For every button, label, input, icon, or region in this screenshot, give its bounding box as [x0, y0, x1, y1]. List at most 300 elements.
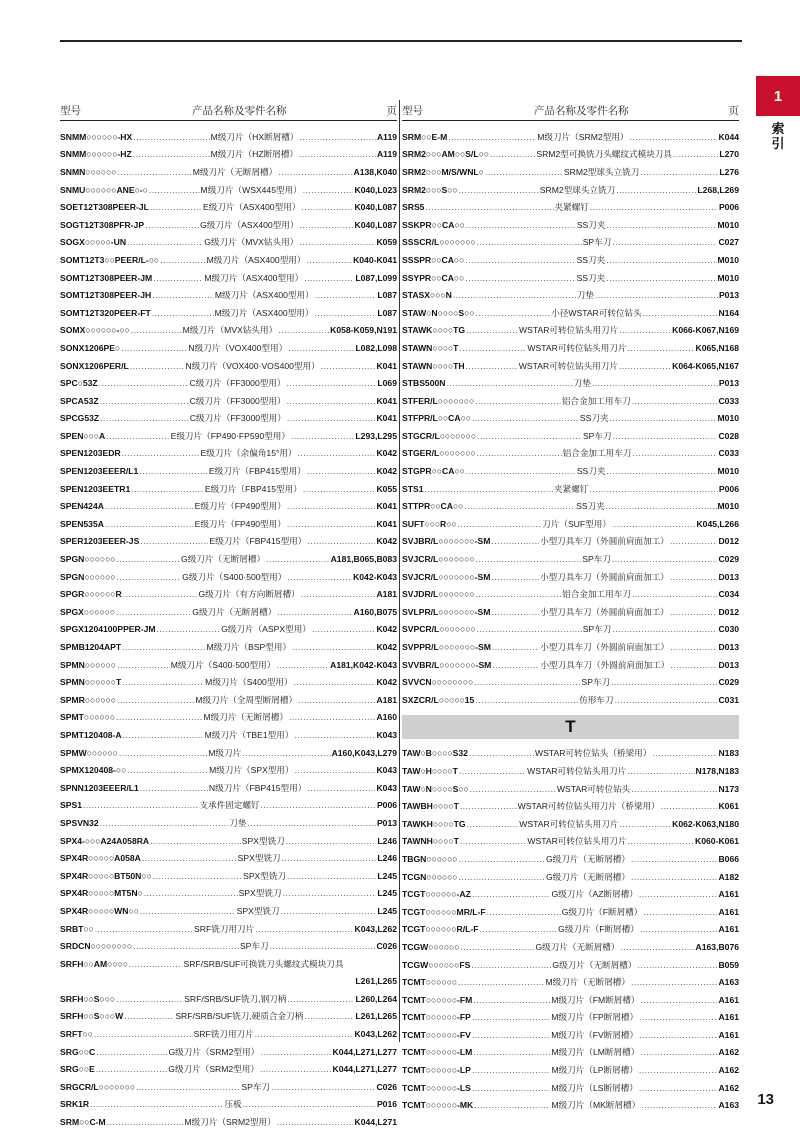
page-reference[interactable]: L276: [719, 166, 740, 177]
page-reference[interactable]: A163: [718, 977, 740, 988]
page-reference[interactable]: K060-K061: [695, 836, 739, 847]
index-row[interactable]: [60, 797, 397, 815]
index-row[interactable]: [60, 691, 397, 709]
index-row[interactable]: [60, 814, 397, 832]
page-reference[interactable]: C030: [718, 624, 740, 635]
index-row[interactable]: [402, 269, 739, 287]
page-reference[interactable]: A181: [376, 694, 398, 705]
index-row[interactable]: [402, 1026, 739, 1044]
dot-leader: [477, 431, 582, 441]
index-row[interactable]: [60, 1113, 397, 1131]
page-reference[interactable]: C029: [718, 554, 739, 565]
page-reference[interactable]: L246: [377, 835, 397, 846]
model-code: SOGX○○○○○-UN: [60, 237, 127, 248]
dot-leader: [670, 660, 717, 670]
product-name: 压板: [224, 1099, 242, 1110]
model-code: SOGT12T308PFR-JP: [60, 219, 145, 230]
index-row[interactable]: [402, 146, 739, 164]
index-row[interactable]: [60, 885, 397, 903]
index-row[interactable]: [60, 902, 397, 920]
page-reference[interactable]: L260,L264: [355, 993, 398, 1004]
page-reference[interactable]: K055: [376, 483, 397, 494]
page-reference[interactable]: K042: [376, 642, 398, 653]
page-reference[interactable]: A162: [718, 1047, 739, 1058]
index-row[interactable]: [402, 181, 739, 199]
page-reference[interactable]: K061: [718, 801, 739, 812]
index-row[interactable]: [402, 163, 739, 181]
index-row[interactable]: [402, 304, 739, 322]
index-row[interactable]: [402, 497, 739, 515]
model-code: SPGN○○○○○○: [60, 554, 116, 565]
index-row[interactable]: [402, 568, 739, 586]
index-row[interactable]: [60, 515, 397, 533]
product-name: C级刀片（FF3000型用）: [189, 395, 286, 406]
index-row[interactable]: [60, 181, 397, 199]
dot-leader: [641, 995, 718, 1005]
page-reference[interactable]: D012: [718, 536, 740, 547]
index-row[interactable]: [60, 990, 397, 1008]
index-row[interactable]: [402, 780, 739, 798]
index-row[interactable]: [402, 833, 739, 851]
page-reference[interactable]: L245: [377, 905, 398, 916]
page-reference[interactable]: N178,N183: [695, 765, 740, 776]
dot-leader: [476, 554, 582, 564]
model-code: TCMT○○○○○○-LS: [402, 1082, 471, 1093]
page-reference[interactable]: D012: [718, 606, 740, 617]
dot-leader: [616, 185, 696, 195]
page-reference[interactable]: P016: [376, 1099, 398, 1110]
page-reference[interactable]: L293,L295: [355, 430, 397, 441]
page-reference[interactable]: K066-K067,N169: [672, 325, 740, 336]
product-name: SPX型铣刀: [243, 870, 287, 881]
dot-leader: [287, 396, 376, 406]
index-row[interactable]: [60, 673, 397, 691]
dot-leader: [589, 484, 718, 494]
index-row[interactable]: [60, 621, 397, 639]
page-reference[interactable]: A161: [718, 1012, 740, 1023]
product-name: E级刀片（FBP415型用）: [204, 483, 302, 494]
dot-leader: [301, 589, 376, 599]
dot-leader: [448, 132, 536, 142]
page-reference[interactable]: L087: [377, 290, 397, 301]
index-row[interactable]: [60, 216, 397, 234]
page-reference[interactable]: N173: [718, 783, 739, 794]
model-code: TCMT○○○○○○: [402, 977, 458, 988]
index-row[interactable]: [402, 815, 739, 833]
index-row[interactable]: [402, 885, 739, 903]
index-row[interactable]: [60, 198, 397, 216]
page-reference[interactable]: A161: [718, 1029, 740, 1040]
index-row[interactable]: [60, 849, 397, 867]
dot-leader: [466, 466, 576, 476]
product-name: SRF/SRB/SUF可换铣刀头螺纹式模块刀具: [183, 958, 344, 969]
index-row[interactable]: [60, 392, 397, 410]
dot-leader: [117, 572, 182, 582]
dot-leader: [287, 413, 376, 423]
page-reference[interactable]: C028: [718, 430, 740, 441]
page-reference[interactable]: A119: [376, 131, 398, 142]
dot-leader: [122, 677, 204, 687]
index-row[interactable]: [402, 603, 739, 621]
dot-leader: [301, 202, 353, 212]
product-name: G级刀片（无断屑槽）: [192, 606, 277, 617]
page-reference[interactable]: K041: [376, 413, 398, 424]
index-row[interactable]: [402, 410, 739, 428]
page-reference[interactable]: A160,K043,L279: [331, 747, 398, 758]
dot-leader: [83, 800, 198, 810]
index-row[interactable]: [402, 850, 739, 868]
index-row[interactable]: [402, 691, 739, 709]
index-row[interactable]: [402, 1061, 739, 1079]
index-row[interactable]: [402, 1009, 739, 1027]
page-reference[interactable]: K040,L023: [354, 184, 398, 195]
column-header: [402, 100, 739, 121]
index-row[interactable]: [60, 410, 397, 428]
index-row[interactable]: [402, 234, 739, 252]
index-row[interactable]: [402, 656, 739, 674]
index-row[interactable]: [60, 445, 397, 463]
product-name: M级刀片（WSX445型用）: [200, 184, 302, 195]
index-row[interactable]: [402, 339, 739, 357]
page-reference[interactable]: P006: [376, 800, 398, 811]
product-name: SS刀夹: [576, 501, 605, 512]
index-column-right: [402, 100, 739, 1114]
dot-leader: [100, 396, 189, 406]
page-reference[interactable]: A163,B076: [695, 941, 740, 952]
index-row[interactable]: [402, 973, 739, 991]
index-row[interactable]: [60, 585, 397, 603]
page-reference[interactable]: K042: [376, 448, 398, 459]
index-row[interactable]: [402, 128, 739, 146]
index-row[interactable]: [60, 603, 397, 621]
index-row[interactable]: [60, 550, 397, 568]
index-row[interactable]: [402, 745, 739, 763]
page-reference[interactable]: P006: [718, 483, 739, 494]
index-row[interactable]: [60, 867, 397, 885]
index-row[interactable]: [60, 726, 397, 744]
page-reference[interactable]: K045,L266: [696, 518, 739, 529]
index-row[interactable]: [60, 374, 397, 392]
index-row[interactable]: [60, 779, 397, 797]
dot-leader: [491, 607, 539, 617]
dot-leader: [312, 624, 376, 634]
index-row[interactable]: [402, 762, 739, 780]
index-row[interactable]: [60, 339, 397, 357]
page-reference[interactable]: A161: [718, 889, 740, 900]
index-row[interactable]: [60, 638, 397, 656]
page-reference[interactable]: C033: [718, 395, 740, 406]
index-row[interactable]: [60, 1060, 397, 1078]
model-code: SNMM○○○○○○-HX: [60, 131, 133, 142]
page-reference[interactable]: K041: [376, 518, 397, 529]
page-reference[interactable]: K044: [718, 131, 740, 142]
page-reference[interactable]: M010: [717, 501, 740, 512]
product-name: G级刀片（有方向断屑槽）: [198, 589, 300, 600]
product-name: N级刀片（VOX400型用）: [188, 342, 288, 353]
page-reference[interactable]: M010: [717, 413, 740, 424]
page-reference[interactable]: M010: [717, 219, 740, 230]
page-reference[interactable]: P013: [718, 378, 739, 389]
page-reference[interactable]: K062-K063,N180: [672, 818, 739, 829]
page-reference[interactable]: A161: [718, 906, 740, 917]
index-row[interactable]: [60, 744, 397, 762]
page-reference[interactable]: K044,L271,L277: [332, 1064, 397, 1075]
index-row[interactable]: [60, 1008, 397, 1026]
index-row[interactable]: [60, 1025, 397, 1043]
header-model: 型号: [60, 104, 81, 117]
page-reference[interactable]: D013: [718, 659, 739, 670]
page-reference[interactable]: L087: [377, 307, 397, 318]
index-row[interactable]: [60, 427, 397, 445]
index-row[interactable]: [60, 480, 397, 498]
model-code: SRFH○○S○○○W: [60, 1011, 124, 1022]
page-reference[interactable]: A138,K040: [353, 166, 398, 177]
index-row[interactable]: [402, 515, 739, 533]
index-row[interactable]: [402, 286, 739, 304]
page-reference[interactable]: A161: [718, 924, 740, 935]
index-row[interactable]: [402, 251, 739, 269]
page-reference[interactable]: C027: [718, 237, 740, 248]
index-row[interactable]: [402, 392, 739, 410]
page-reference[interactable]: K059: [376, 237, 398, 248]
page-reference[interactable]: B066: [718, 853, 740, 864]
product-name: M级刀片（BSP型用）: [206, 642, 292, 653]
page-reference[interactable]: K043,L262: [354, 1029, 397, 1040]
index-row[interactable]: [402, 991, 739, 1009]
index-row[interactable]: [60, 1078, 397, 1096]
dot-leader: [627, 766, 694, 776]
page-reference[interactable]: D013: [718, 642, 740, 653]
index-row[interactable]: [60, 937, 397, 955]
page-reference[interactable]: K042-K043: [353, 571, 398, 582]
page-reference[interactable]: A161: [718, 994, 739, 1005]
page-reference[interactable]: K043: [376, 765, 397, 776]
page-reference[interactable]: L087,L099: [355, 272, 397, 283]
model-code: STAWN○○○○T: [402, 342, 459, 353]
index-row[interactable]: [402, 374, 739, 392]
dot-leader: [99, 378, 189, 388]
page-reference[interactable]: K041: [376, 360, 397, 371]
dot-leader: [632, 396, 718, 406]
product-name: E级刀片（FBP415型用）: [208, 466, 306, 477]
dot-leader: [477, 237, 582, 247]
index-row[interactable]: [402, 480, 739, 498]
index-row[interactable]: [60, 1096, 397, 1114]
index-row[interactable]: [402, 533, 739, 551]
product-name: 小型刀具车刀（外圆前肩面加工）: [539, 536, 669, 547]
index-row[interactable]: [60, 973, 397, 991]
page-reference[interactable]: L245: [377, 888, 397, 899]
dot-leader: [637, 960, 717, 970]
page-reference[interactable]: L261,L265: [355, 1011, 397, 1022]
page-reference[interactable]: K044,L271,L277: [332, 1046, 397, 1057]
page-reference[interactable]: A163: [718, 1100, 739, 1111]
model-code: SPEN1203EETR1: [60, 483, 131, 494]
index-row[interactable]: [402, 956, 739, 974]
index-row[interactable]: [402, 868, 739, 886]
page-reference[interactable]: C029: [718, 677, 739, 688]
page-reference[interactable]: A181: [376, 589, 398, 600]
page-reference[interactable]: K065,N168: [695, 342, 740, 353]
product-name: SPX型铣刀: [236, 905, 280, 916]
index-row[interactable]: [402, 550, 739, 568]
product-name: M级刀片（LP断屑槽）: [551, 1065, 638, 1076]
index-row[interactable]: [402, 198, 739, 216]
index-row[interactable]: [402, 427, 739, 445]
page-reference[interactable]: A181,K042-K043: [330, 659, 397, 670]
dot-leader: [459, 766, 526, 776]
page-reference[interactable]: K040,L087: [354, 202, 397, 213]
page-reference[interactable]: K041: [376, 395, 397, 406]
product-name: G级刀片（无断屑槽）: [181, 554, 266, 565]
page-reference[interactable]: A119: [376, 149, 398, 160]
model-code: SPNN1203EEER/L1: [60, 782, 139, 793]
index-row[interactable]: [60, 497, 397, 515]
page-reference[interactable]: K043,L262: [354, 923, 398, 934]
index-row[interactable]: [402, 462, 739, 480]
index-row[interactable]: [402, 1044, 739, 1062]
dot-leader: [472, 1065, 551, 1075]
page-reference[interactable]: K042: [376, 677, 398, 688]
index-row[interactable]: [60, 920, 397, 938]
index-row[interactable]: [60, 462, 397, 480]
page-reference[interactable]: C033: [718, 448, 740, 459]
page-reference[interactable]: P013: [376, 817, 398, 828]
index-row[interactable]: [60, 304, 397, 322]
page-reference[interactable]: C026: [376, 941, 398, 952]
page-reference[interactable]: L069: [377, 378, 397, 389]
index-row[interactable]: [402, 1096, 739, 1114]
model-code: SPEN1203EEER/L1: [60, 466, 139, 477]
index-row[interactable]: [402, 322, 739, 340]
page-reference[interactable]: K040-K041: [353, 254, 398, 265]
dot-leader: [287, 378, 377, 388]
page-reference[interactable]: B059: [718, 959, 739, 970]
dot-leader: [105, 501, 194, 511]
page-reference[interactable]: M010: [717, 272, 739, 283]
page-reference[interactable]: C026: [376, 1081, 397, 1092]
index-row[interactable]: [402, 585, 739, 603]
dot-leader: [260, 1047, 331, 1057]
page-reference[interactable]: A181,B065,B083: [330, 554, 398, 565]
page-reference[interactable]: K042: [376, 536, 398, 547]
page-reference[interactable]: D013: [718, 571, 740, 582]
index-row[interactable]: [60, 1043, 397, 1061]
page-reference[interactable]: A162: [718, 1065, 740, 1076]
section-tab[interactable]: [756, 76, 800, 116]
index-row[interactable]: [402, 1079, 739, 1097]
page-reference[interactable]: L245: [377, 870, 398, 881]
product-name: 小型刀具车刀（外圆前肩面加工）: [540, 659, 670, 670]
index-row[interactable]: [402, 357, 739, 375]
index-row[interactable]: [60, 955, 397, 973]
index-row[interactable]: [402, 938, 739, 956]
page-reference[interactable]: L082,L098: [355, 342, 398, 353]
index-row[interactable]: [60, 656, 397, 674]
page-reference[interactable]: L246: [377, 853, 397, 864]
model-code: SRK1R: [60, 1099, 90, 1110]
page-reference[interactable]: L268,L269: [697, 184, 739, 195]
dot-leader: [492, 660, 539, 670]
page-reference[interactable]: C031: [718, 694, 739, 705]
index-row[interactable]: [60, 128, 397, 146]
index-row[interactable]: [402, 445, 739, 463]
page-reference[interactable]: A162: [718, 1082, 740, 1093]
index-row[interactable]: [402, 638, 739, 656]
index-row[interactable]: [60, 357, 397, 375]
dot-leader: [643, 907, 717, 917]
index-row[interactable]: [60, 533, 397, 551]
index-row[interactable]: [60, 234, 397, 252]
index-row[interactable]: [60, 163, 397, 181]
page-reference[interactable]: K040,L087: [354, 219, 398, 230]
page-reference[interactable]: L270: [719, 149, 739, 160]
index-row[interactable]: [402, 903, 739, 921]
page-reference[interactable]: N164: [718, 307, 740, 318]
model-code: SRFH○○AM○○○○: [60, 958, 128, 969]
page-reference[interactable]: A160: [376, 712, 397, 723]
index-row[interactable]: [60, 709, 397, 727]
index-row[interactable]: [402, 216, 739, 234]
product-name: G级刀片（SRM2型用）: [168, 1046, 260, 1057]
dot-leader: [491, 572, 539, 582]
index-row[interactable]: [402, 673, 739, 691]
page-reference[interactable]: M010: [717, 466, 739, 477]
index-row[interactable]: [60, 146, 397, 164]
dot-leader: [619, 819, 671, 829]
page-reference[interactable]: C034: [718, 589, 740, 600]
index-row[interactable]: [402, 921, 739, 939]
page-reference[interactable]: A160,B075: [353, 606, 398, 617]
index-row[interactable]: [402, 797, 739, 815]
page-reference[interactable]: P013: [718, 290, 740, 301]
page-reference[interactable]: A182: [718, 871, 740, 882]
index-row[interactable]: [60, 269, 397, 287]
index-row[interactable]: [60, 286, 397, 304]
page-reference[interactable]: K044,L271: [354, 1117, 398, 1128]
dot-leader: [491, 536, 539, 546]
index-row[interactable]: [60, 832, 397, 850]
index-row[interactable]: [60, 568, 397, 586]
dot-leader: [298, 695, 375, 705]
page-reference[interactable]: K064-K065,N167: [672, 360, 740, 371]
index-row[interactable]: [60, 761, 397, 779]
dot-leader: [670, 607, 718, 617]
product-name: G级刀片（ASPX型用）: [221, 624, 311, 635]
index-row[interactable]: [60, 251, 397, 269]
index-list-left: [60, 128, 397, 1131]
page-reference[interactable]: K042: [376, 624, 397, 635]
model-code: SOMT12T320PEER-FT: [60, 307, 151, 318]
section-tab-number: 1: [773, 87, 783, 105]
model-code: SOET12T308PEER-JL: [60, 202, 149, 213]
product-name: WSTAR可转位钻头用刀片: [519, 818, 619, 829]
page-reference[interactable]: K043: [376, 729, 398, 740]
dot-leader: [640, 924, 718, 934]
page-reference[interactable]: P006: [718, 202, 740, 213]
page-reference[interactable]: L261,L265: [355, 976, 397, 987]
page-reference[interactable]: K043: [376, 782, 397, 793]
page-reference[interactable]: K042: [376, 466, 397, 477]
page-reference[interactable]: N183: [718, 748, 740, 759]
index-row[interactable]: [402, 621, 739, 639]
index-row[interactable]: [60, 322, 397, 340]
page-reference[interactable]: K041: [376, 501, 397, 512]
page-reference[interactable]: K058-K059,N191: [330, 325, 398, 336]
page-reference[interactable]: M010: [717, 254, 739, 265]
product-name: SRF铣刀用刀片: [193, 1029, 254, 1040]
dot-leader: [466, 361, 518, 371]
